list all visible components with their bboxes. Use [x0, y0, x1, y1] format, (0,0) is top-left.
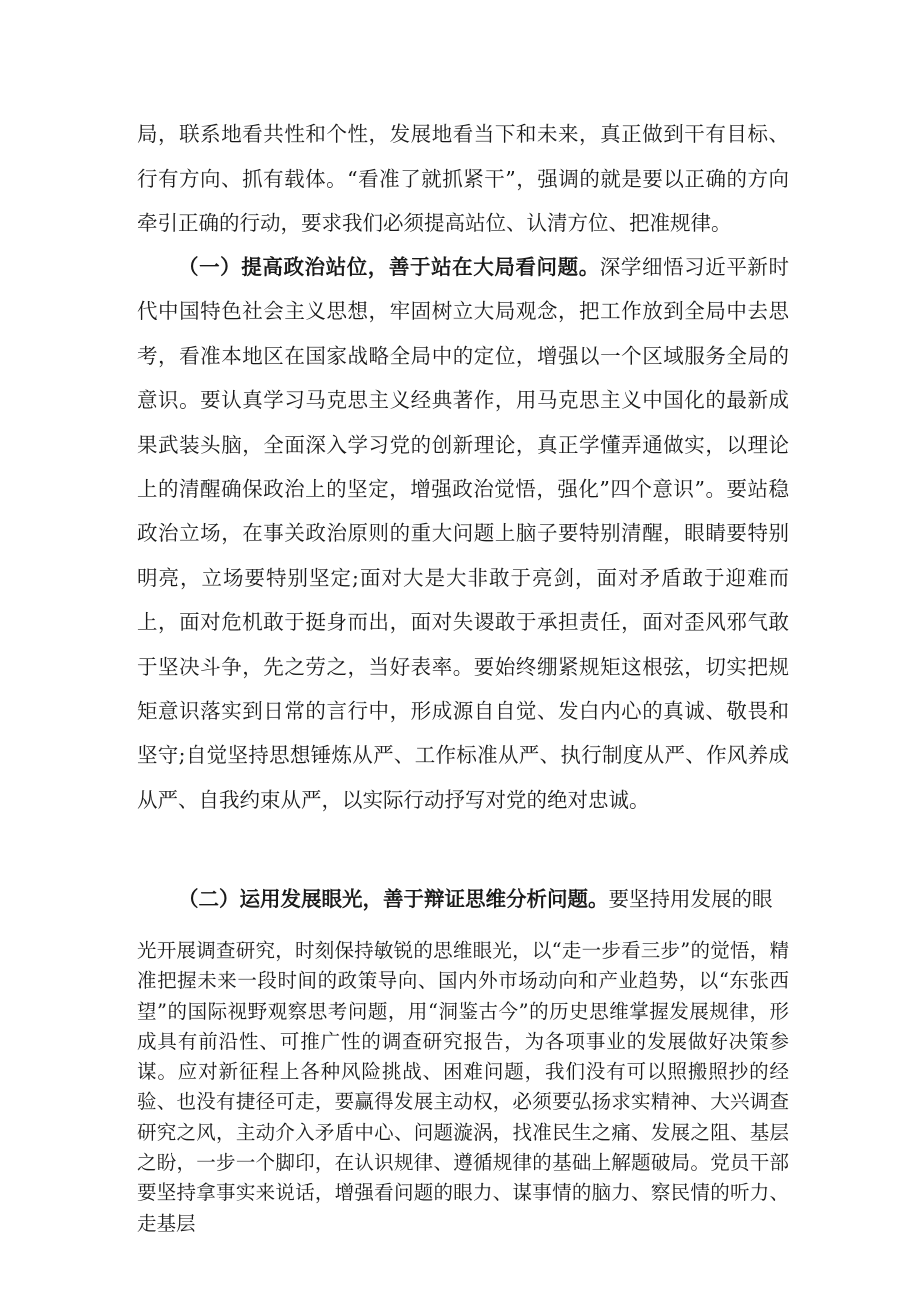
section-2-heading-line [137, 882, 789, 912]
section-1-paragraph [137, 245, 789, 822]
section-1-heading: （一）提高政治站位，善于站在大局看问题。 [178, 255, 600, 279]
section-2-body-text: 光开展调查研究，时刻保持敏锐的思维眼光，以“走一步看三步”的觉悟，精准把握未来一段时间的政策导向、国内外市场动向和产业趋势，以“东张西望”的国际视野观察思考问题，用“洞鉴古今”的历史思维掌握发展规律，形成具有前沿性、可推广性的调查研究报告，为各项事业的发展做好决策参谋。应对新征程上各种风险挑战、困难问题，我们没有可以照搬照抄的经验、也没有捷径可走，要赢得发展主动权，必须要弘扬求实精神、大兴调查研究之风，主动介入矛盾中心、问题漩涡，找准民生之痛、发展之阻、基层之盼，一步一个脚印，在认识规律、遵循规律的基础上解题破局。党员干部要坚持拿事实来说话，增强看问题的眼力、谋事情的脑力、察民情的听力、走基层 [137, 939, 789, 1235]
paragraph-intro [137, 112, 789, 246]
paragraph-intro-text: 局，联系地看共性和个性，发展地看当下和未来，真正做到干有目标、行有方向、抓有载体。“看准了就抓紧干”，强调的就是要以正确的方向牵引正确的行动，要求我们必须提高站位、认清方位、把准规律。 [137, 122, 789, 235]
section-1-body: 深学细悟习近平新时代中国特色社会主义思想，牢固树立大局观念，把工作放到全局中去思考，看准本地区在国家战略全局中的定位，增强以一个区域服务全局的意识。要认真学习马克思主义经典著作，用马克思主义中国化的最新成果武装头脑，全面深入学习党的创新理论，真正学懂弄通做实，以理论上的清醒确保政治上的坚定，增强政治觉悟，强化”四个意识”。要站稳政治立场，在事关政治原则的重大问题上脑子要特别清醒，眼睛要特别明亮，立场要特别坚定;面对大是大非敢于亮剑，面对矛盾敢于迎难而上，面对危机敢于挺身而出，面对失谡敢于承担责任，面对歪风邪气敢于坚决斗争，先之劳之，当好表率。要始终绷紧规矩这根弦，切实把规矩意识落实到日常的言行中，形成源自自觉、发白内心的真诚、敬畏和坚守;自觉坚持思想锤炼从严、工作标准从严、执行制度从严、作风养成从严、自我约束从严，以实际行动抒写对党的绝对忠诚。 [137, 255, 790, 812]
section-2-body [137, 936, 789, 1239]
section-2-body-start: 要坚持用发展的眼 [608, 887, 773, 911]
section-2-heading: （二）运用发展眼光，善于辩证思维分析问题。 [178, 887, 609, 911]
